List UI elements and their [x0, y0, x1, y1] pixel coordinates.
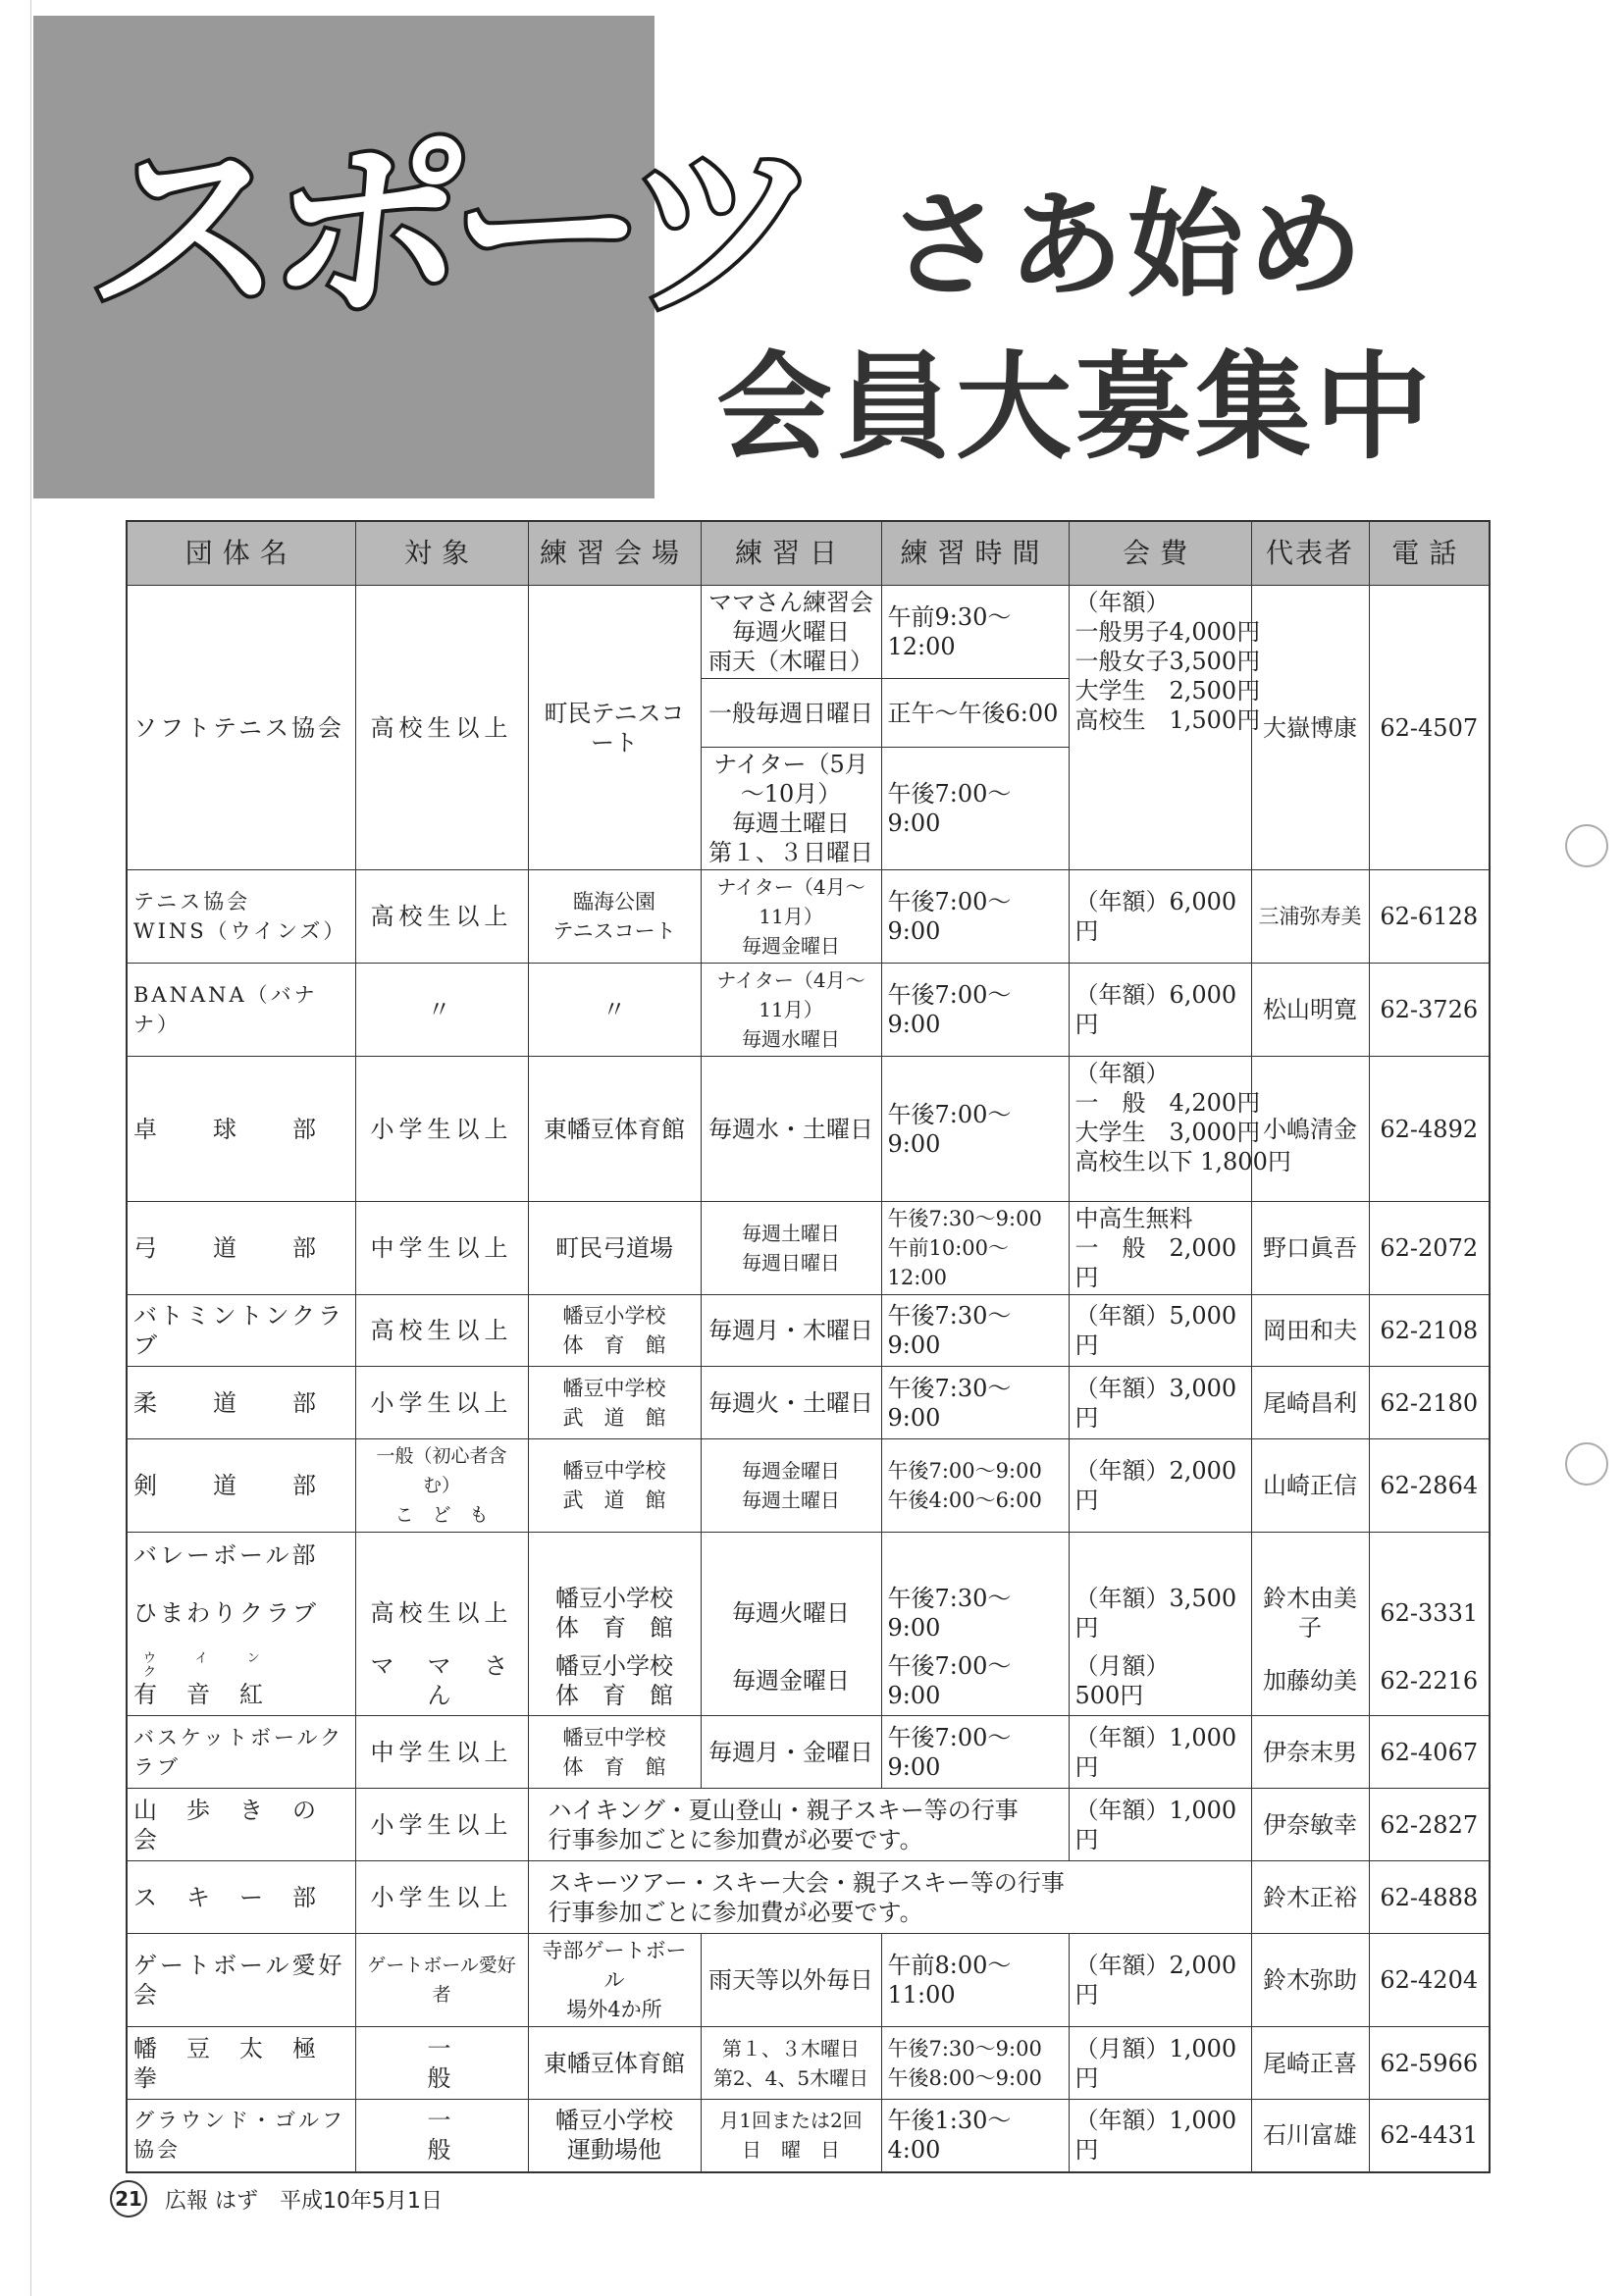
- club-name: [127, 1647, 355, 1716]
- practice-time: 午後7:00～9:00: [881, 870, 1069, 964]
- target: 高校生以上: [355, 1579, 528, 1647]
- table-row: [127, 1295, 1490, 1367]
- representative: 鈴木由美子: [1251, 1579, 1369, 1647]
- page-number: 21: [110, 2180, 147, 2218]
- fee: （年額）1,000円: [1069, 1716, 1251, 1789]
- target: 高校生以上: [355, 586, 528, 870]
- target: 小学生以上: [355, 1057, 528, 1202]
- venue: 幡豆小学校 体 育 館: [528, 1579, 701, 1647]
- club-name: ゲートボール愛好会: [127, 1934, 355, 2027]
- practice-days: ナイター（4月～11月） 毎週金曜日: [701, 870, 881, 964]
- practice-time: 午後7:30～9:00 午前10:00～12:00: [881, 1202, 1069, 1295]
- empty-cell: [1369, 1533, 1490, 1579]
- practice-days: 毎週火・土曜日: [701, 1367, 881, 1439]
- table-row: [127, 1647, 1490, 1716]
- table-row: [127, 1934, 1490, 2027]
- venue: 東幡豆体育館: [528, 2027, 701, 2100]
- target: 中学生以上: [355, 1716, 528, 1789]
- fee-line: 一般女子3,500円: [1074, 648, 1261, 675]
- practice-days: 毎週月・木曜日: [701, 1295, 881, 1367]
- practice-days: 毎週水・土曜日: [701, 1057, 881, 1202]
- club-name-text: 有 音 紅: [133, 1681, 266, 1709]
- table-row: [127, 1716, 1490, 1789]
- practice-time: 午後7:00～9:00: [881, 1716, 1069, 1789]
- table-row: [127, 1789, 1490, 1861]
- table-row: [127, 2027, 1490, 2100]
- fee: （年額）6,000円: [1069, 870, 1251, 964]
- footer-text: 広報 はず 平成10年5月1日: [165, 2189, 443, 2214]
- phone: 62-2180: [1369, 1367, 1490, 1439]
- venue: 〃: [528, 964, 701, 1057]
- club-name: 弓 道 部: [127, 1202, 355, 1295]
- practice-time: 午後7:30～9:00: [881, 1579, 1069, 1647]
- representative: 山崎正信: [1251, 1439, 1369, 1533]
- venue: 幡豆中学校 武 道 館: [528, 1439, 701, 1533]
- practice-time: 午後7:30～9:00: [881, 1367, 1069, 1439]
- empty-cell: [881, 1533, 1069, 1579]
- practice-time: 午後7:00～9:00: [881, 748, 1069, 870]
- header-cell: 練習日: [701, 521, 881, 586]
- phone: 62-4507: [1369, 586, 1490, 870]
- empty-cell: [1069, 1533, 1251, 1579]
- practice-days: ナイター（4月～11月） 毎週水曜日: [701, 964, 881, 1057]
- representative: 大嶽博康: [1251, 586, 1369, 870]
- phone: 62-4204: [1369, 1934, 1490, 2027]
- representative: 鈴木正裕: [1251, 1861, 1369, 1934]
- phone: 62-4067: [1369, 1716, 1490, 1789]
- punch-hole: [1565, 1442, 1608, 1486]
- representative: 加藤幼美: [1251, 1647, 1369, 1716]
- target: 高校生以上: [355, 870, 528, 964]
- table-row: [127, 870, 1490, 964]
- table-row: [127, 586, 1490, 679]
- title-banner: [33, 16, 812, 498]
- club-name: 山 歩 き の 会: [127, 1789, 355, 1861]
- practice-days: 毎週金曜日: [701, 1647, 881, 1716]
- club-group-title: バレーボール部: [127, 1533, 355, 1579]
- phone: 62-4892: [1369, 1057, 1490, 1202]
- header-cell: 団体名: [127, 521, 355, 586]
- practice-time: 午後7:00～9:00 午後4:00～6:00: [881, 1439, 1069, 1533]
- club-name: ひまわりクラブ: [127, 1579, 355, 1647]
- club-name: 幡 豆 太 極 拳: [127, 2027, 355, 2100]
- practice-days: ママさん練習会 毎週火曜日 雨天（木曜日）: [701, 586, 881, 679]
- venue: 幡豆中学校 体 育 館: [528, 1716, 701, 1789]
- fee: （月額）1,000円: [1069, 2027, 1251, 2100]
- table-row: [127, 1579, 1490, 1647]
- representative: 三浦弥寿美: [1251, 870, 1369, 964]
- fee-line: （年額）: [1074, 589, 1170, 616]
- phone: 62-2827: [1369, 1789, 1490, 1861]
- target: ゲートボール愛好者: [355, 1934, 528, 2027]
- header-cell: 会費: [1069, 521, 1251, 586]
- phone: 62-2864: [1369, 1439, 1490, 1533]
- table-row: [127, 1861, 1490, 1934]
- practice-days: 毎週土曜日 毎週日曜日: [701, 1202, 881, 1295]
- table-row: [127, 1367, 1490, 1439]
- fee: （年額）3,000円: [1069, 1367, 1251, 1439]
- club-name: バスケットボールクラブ: [127, 1716, 355, 1789]
- phone: 62-3726: [1369, 964, 1490, 1057]
- venue: 町民弓道場: [528, 1202, 701, 1295]
- practice-time: 午後7:00～9:00: [881, 964, 1069, 1057]
- target: マ マ さ ん: [355, 1647, 528, 1716]
- club-name: 剣 道 部: [127, 1439, 355, 1533]
- practice-time: 午後7:00～9:00: [881, 1057, 1069, 1202]
- fee: （年額）2,000円: [1069, 1439, 1251, 1533]
- table-row: [127, 1439, 1490, 1533]
- target: 小学生以上: [355, 1367, 528, 1439]
- representative: 岡田和夫: [1251, 1295, 1369, 1367]
- practice-days: 毎週金曜日 毎週土曜日: [701, 1439, 881, 1533]
- headline-line1: さあ始め: [888, 178, 1368, 313]
- target: 一 般: [355, 2027, 528, 2100]
- phone: 62-2216: [1369, 1647, 1490, 1716]
- representative: 鈴木弥助: [1251, 1934, 1369, 2027]
- table-row: [127, 2100, 1490, 2172]
- club-name: バトミントンクラブ: [127, 1295, 355, 1367]
- venue: 東幡豆体育館: [528, 1057, 701, 1202]
- phone: 62-2072: [1369, 1202, 1490, 1295]
- phone: 62-4431: [1369, 2100, 1490, 2172]
- venue: 幡豆小学校 運動場他: [528, 2100, 701, 2172]
- target: 小学生以上: [355, 1861, 528, 1934]
- practice-days: 毎週月・金曜日: [701, 1716, 881, 1789]
- punch-hole: [1565, 824, 1608, 867]
- phone: 62-6128: [1369, 870, 1490, 964]
- practice-time: 午後7:30～9:00: [881, 1295, 1069, 1367]
- practice-days: ナイター（5月～10月） 毎週土曜日 第１、３日曜日: [701, 748, 881, 870]
- fee-line: 高校生 1,500円: [1074, 706, 1261, 734]
- club-name: ス キ ー 部: [127, 1861, 355, 1934]
- table-header-row: [127, 521, 1490, 586]
- representative: 伊奈敏幸: [1251, 1789, 1369, 1861]
- header-cell: 対象: [355, 521, 528, 586]
- venue: 臨海公園 テニスコート: [528, 870, 701, 964]
- club-name: BANANA（バナナ）: [127, 964, 355, 1057]
- page-margin-line: [30, 0, 31, 2296]
- practice-days: 月1回または2回 日 曜 日: [701, 2100, 881, 2172]
- club-name: 柔 道 部: [127, 1367, 355, 1439]
- practice-time: 午前9:30～12:00: [881, 586, 1069, 679]
- target: 小学生以上: [355, 1789, 528, 1861]
- club-name: ソフトテニス協会: [127, 586, 355, 870]
- activity-note: ハイキング・夏山登山・親子スキー等の行事 行事参加ごとに参加費が必要です。: [528, 1789, 1069, 1861]
- phone: 62-5966: [1369, 2027, 1490, 2100]
- venue: 寺部ゲートボール 場外4か所: [528, 1934, 701, 2027]
- phone: 62-4888: [1369, 1861, 1490, 1934]
- fee: （年額）6,000円: [1069, 964, 1251, 1057]
- fee: （年額）5,000円: [1069, 1295, 1251, 1367]
- representative: 松山明寛: [1251, 964, 1369, 1057]
- representative: 野口眞吾: [1251, 1202, 1369, 1295]
- fee-line: 一般男子4,000円: [1074, 618, 1261, 646]
- fee: （年額）2,000円: [1069, 1934, 1251, 2027]
- club-name: グラウンド・ゴルフ協会: [127, 2100, 355, 2172]
- practice-time: 午前8:00～11:00: [881, 1934, 1069, 2027]
- header-cell: 練習会場: [528, 521, 701, 586]
- banner-title: スポーツ: [79, 117, 812, 345]
- club-name: 卓 球 部: [127, 1057, 355, 1202]
- target: 一 般: [355, 2100, 528, 2172]
- table-row: [127, 1057, 1490, 1202]
- fee-line: （年額）: [1074, 1060, 1170, 1087]
- empty-cell: [528, 1533, 701, 1579]
- representative: 伊奈末男: [1251, 1716, 1369, 1789]
- empty-cell: [701, 1533, 881, 1579]
- fee: [1069, 586, 1261, 870]
- club-name-ruby: ウインク: [143, 1651, 299, 1681]
- fee: （月額） 500円: [1069, 1647, 1251, 1716]
- fee: （年額）1,000円: [1069, 2100, 1251, 2172]
- venue: 町民テニスコート: [528, 586, 701, 870]
- target: 〃: [355, 964, 528, 1057]
- table-row: [127, 1202, 1490, 1295]
- target: 一般（初心者含む） こ ど も: [355, 1439, 528, 1533]
- fee-line: 高校生以下 1,800円: [1074, 1148, 1291, 1175]
- phone: 62-3331: [1369, 1579, 1490, 1647]
- header-cell: 練習時間: [881, 521, 1069, 586]
- empty-cell: [355, 1533, 528, 1579]
- representative: 尾崎正喜: [1251, 2027, 1369, 2100]
- target: 中学生以上: [355, 1202, 528, 1295]
- phone: 62-2108: [1369, 1295, 1490, 1367]
- club-table: [126, 520, 1491, 2173]
- fee: （年額）3,500円: [1069, 1579, 1251, 1647]
- representative: 小嶋清金: [1251, 1057, 1369, 1202]
- practice-days: 一般毎週日曜日: [701, 679, 881, 748]
- fee: [1069, 1057, 1291, 1202]
- empty-cell: [1251, 1533, 1369, 1579]
- practice-days: 毎週火曜日: [701, 1579, 881, 1647]
- venue: 幡豆小学校 体 育 館: [528, 1647, 701, 1716]
- fee: （年額）1,000円: [1069, 1789, 1251, 1861]
- target: 高校生以上: [355, 1295, 528, 1367]
- venue: 幡豆小学校 体 育 館: [528, 1295, 701, 1367]
- fee-line: 一 般 4,200円: [1074, 1089, 1261, 1117]
- fee-line: 大学生 2,500円: [1074, 677, 1261, 704]
- practice-time: 午後7:30～9:00 午後8:00～9:00: [881, 2027, 1069, 2100]
- header-cell: 電話: [1369, 521, 1490, 586]
- practice-days: 第１、３木曜日 第2、4、5木曜日: [701, 2027, 881, 2100]
- representative: 石川富雄: [1251, 2100, 1369, 2172]
- table-row: [127, 1533, 1490, 1579]
- activity-note: スキーツアー・スキー大会・親子スキー等の行事 行事参加ごとに参加費が必要です。: [528, 1861, 1251, 1934]
- headline-line2: 会員大募集中: [716, 339, 1436, 475]
- table-row: [127, 964, 1490, 1057]
- practice-time: 午後1:30～4:00: [881, 2100, 1069, 2172]
- practice-time: 正午～午後6:00: [881, 679, 1069, 748]
- practice-days: 雨天等以外毎日: [701, 1934, 881, 2027]
- fee-line: 大学生 3,000円: [1074, 1119, 1261, 1146]
- header-cell: 代表者: [1251, 521, 1369, 586]
- club-name: テニス協会 WINS（ウインズ）: [127, 870, 355, 964]
- fee: 中高生無料 一 般 2,000円: [1069, 1202, 1251, 1295]
- practice-time: 午後7:00～9:00: [881, 1647, 1069, 1716]
- venue: 幡豆中学校 武 道 館: [528, 1367, 701, 1439]
- representative: 尾崎昌利: [1251, 1367, 1369, 1439]
